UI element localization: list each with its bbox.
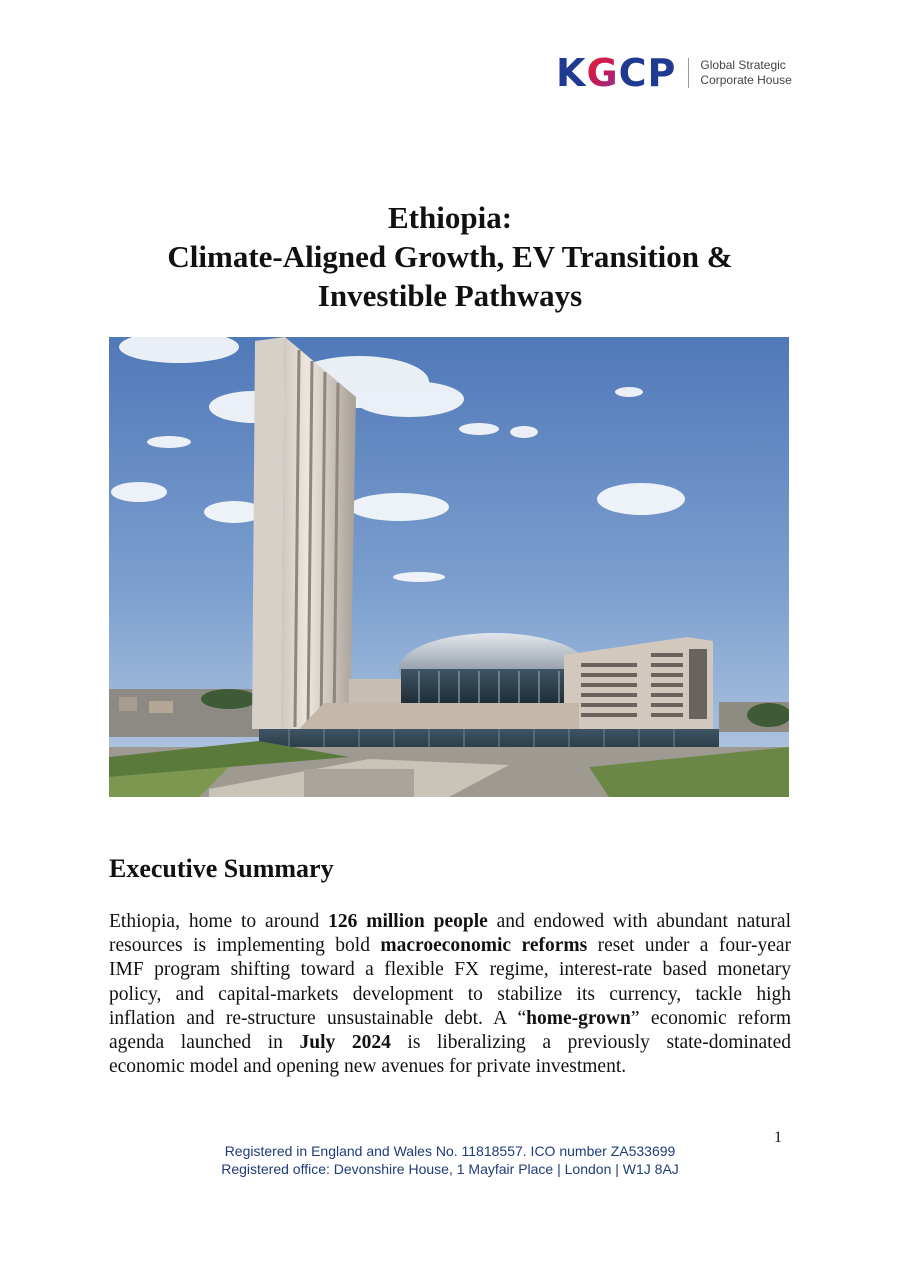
title-line-3: Investible Pathways <box>317 278 583 313</box>
emphasis-text: macroeconomic reforms <box>380 935 588 957</box>
footer-line-1: Registered in England and Wales No. 11818557. ICO number ZA533699 <box>224 1143 676 1159</box>
paragraph-line: agenda launched in July 2024 is liberalizing a previously state-dominated <box>109 1032 792 1054</box>
logo-letter-k: K <box>556 51 587 95</box>
logo-tagline-line2: Corporate House <box>700 73 792 87</box>
logo-letter-c: C <box>618 51 648 95</box>
logo-wordmark <box>556 51 677 95</box>
paragraph-line: inflation and re-structure unsustainable debt. A “home-grown” economic reform <box>109 1007 791 1029</box>
logo-divider <box>688 58 689 88</box>
executive-summary-paragraph <box>109 910 791 1079</box>
paragraph-line: IMF program shifting toward a flexible FX regime, interest-rate based monetary <box>109 959 791 981</box>
emphasis-text: home-grown <box>526 1007 631 1029</box>
company-logo <box>556 51 792 95</box>
section-heading-executive-summary: Executive Summary <box>109 854 334 883</box>
paragraph-line: policy, and capital-markets development to stabilize its currency, tackle high <box>109 983 791 1005</box>
paragraph-line: economic model and opening new avenues for private investment. <box>109 1056 627 1078</box>
logo-letter-p: P <box>647 51 677 95</box>
footer-line-2: Registered office: Devonshire House, 1 Mayfair Place | London | W1J 8AJ <box>221 1161 679 1177</box>
paragraph-line: resources is implementing bold macroeconomic reforms reset under a four-year <box>109 935 791 957</box>
cover-photo-building <box>109 337 789 797</box>
logo-letter-g: G <box>586 51 619 95</box>
title-line-2: Climate-Aligned Growth, EV Transition & <box>167 239 733 274</box>
emphasis-text: July 2024 <box>299 1032 391 1054</box>
document-title <box>0 198 900 315</box>
page-number: 1 <box>774 1129 782 1146</box>
paragraph-line: Ethiopia, home to around 126 million people and endowed with abundant natural <box>109 911 791 932</box>
footer-registration <box>0 1142 900 1178</box>
logo-tagline-line1: Global Strategic <box>700 58 786 72</box>
logo-tagline <box>700 58 791 88</box>
title-line-1: Ethiopia: <box>387 200 513 235</box>
emphasis-text: 126 million people <box>328 911 488 932</box>
